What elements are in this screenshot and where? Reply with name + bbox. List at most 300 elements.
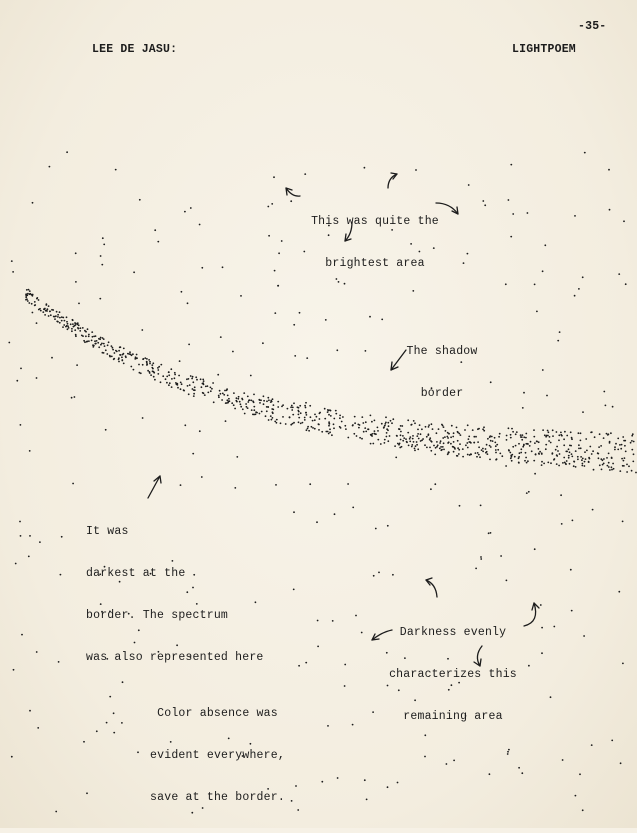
stipple-dot <box>388 425 390 427</box>
stipple-dot <box>538 448 540 450</box>
stipple-dot <box>162 375 164 377</box>
stipple-dot <box>533 429 535 431</box>
stipple-dot <box>339 415 341 417</box>
stipple-dot <box>527 212 529 214</box>
stipple-dot <box>253 406 255 408</box>
stipple-dot <box>87 341 89 343</box>
stipple-dot <box>165 378 167 380</box>
stipple-dot <box>490 532 492 534</box>
stipple-dot <box>400 431 402 433</box>
stipple-dot <box>534 284 536 286</box>
stipple-dot <box>26 298 28 300</box>
stipple-dot <box>87 328 89 330</box>
stipple-dot <box>570 569 572 571</box>
stipple-dot <box>273 404 275 406</box>
stipple-dot <box>600 445 602 447</box>
stipple-dot <box>366 799 368 801</box>
stipple-dot <box>309 483 311 485</box>
stipple-dot <box>442 446 444 448</box>
stipple-dot <box>189 384 191 386</box>
stipple-dot <box>420 433 422 435</box>
stipple-dot <box>570 431 572 433</box>
stipple-dot <box>552 429 554 431</box>
stipple-dot <box>133 271 135 273</box>
stipple-dot <box>482 200 484 202</box>
stipple-dot <box>75 281 77 283</box>
stipple-dot <box>333 423 335 425</box>
stipple-dot <box>271 203 273 205</box>
stipple-dot <box>553 626 555 628</box>
stipple-dot <box>619 470 621 472</box>
stipple-dot <box>331 434 333 436</box>
stipple-dot <box>237 398 239 400</box>
stipple-dot <box>559 453 561 455</box>
stipple-dot <box>34 304 36 306</box>
stipple-dot <box>272 409 274 411</box>
stipple-dot <box>394 445 396 447</box>
stipple-dot <box>307 426 309 428</box>
stipple-dot <box>499 433 501 435</box>
stipple-dot <box>519 452 521 454</box>
stipple-dot <box>60 574 62 576</box>
stipple-dot <box>365 431 367 433</box>
stipple-dot <box>540 604 542 606</box>
stipple-dot <box>180 484 182 486</box>
stipple-dot <box>168 384 170 386</box>
stipple-dot <box>139 372 141 374</box>
stipple-dot <box>25 293 27 295</box>
stipple-dot <box>271 419 273 421</box>
stipple-dot <box>395 457 397 459</box>
stipple-dot <box>515 433 517 435</box>
stipple-dot <box>239 401 241 403</box>
stipple-dot <box>192 453 194 455</box>
note-line: The shadow <box>406 345 478 358</box>
stipple-dot <box>147 370 149 372</box>
stipple-dot <box>498 436 500 438</box>
stipple-dot <box>621 444 623 446</box>
stipple-dot <box>212 382 214 384</box>
stipple-dot <box>188 344 190 346</box>
stipple-dot <box>217 374 219 376</box>
stipple-dot <box>631 440 633 442</box>
stipple-dot <box>448 441 450 443</box>
stipple-dot <box>626 464 628 466</box>
stipple-dot <box>525 452 527 454</box>
stipple-dot <box>413 441 415 443</box>
stipple-dot <box>409 438 411 440</box>
stipple-dot <box>611 740 613 742</box>
stipple-dot <box>468 184 470 186</box>
stipple-dot <box>387 786 389 788</box>
stipple-dot <box>482 451 484 453</box>
stipple-dot <box>29 290 31 292</box>
stipple-dot <box>305 662 307 664</box>
stipple-dot <box>328 433 330 435</box>
note-line: This was quite the <box>311 215 439 228</box>
stipple-dot <box>377 439 379 441</box>
stipple-dot <box>582 276 584 278</box>
stipple-dot <box>539 451 541 453</box>
stipple-dot <box>538 453 540 455</box>
stipple-dot <box>556 446 558 448</box>
stipple-dot <box>157 241 159 243</box>
stipple-dot <box>534 473 536 475</box>
stipple-dot <box>415 169 417 171</box>
stipple-dot <box>543 463 545 465</box>
stipple-dot <box>218 396 220 398</box>
stipple-dot <box>542 429 544 431</box>
stipple-dot <box>622 436 624 438</box>
stipple-dot <box>484 204 486 206</box>
stipple-dot <box>339 417 341 419</box>
stipple-dot <box>534 442 536 444</box>
stipple-dot <box>603 463 605 465</box>
stipple-dot <box>278 252 280 254</box>
stipple-dot <box>211 388 213 390</box>
stipple-dot <box>402 440 404 442</box>
stipple-dot <box>263 403 265 405</box>
stipple-dot <box>608 453 610 455</box>
stipple-dot <box>457 447 459 449</box>
note-line: darkest at the <box>86 567 186 580</box>
stipple-dot <box>593 469 595 471</box>
stipple-dot <box>39 541 41 543</box>
stipple-dot <box>85 335 87 337</box>
stipple-dot <box>78 328 80 330</box>
stipple-dot <box>202 392 204 394</box>
stipple-dot <box>547 430 549 432</box>
stipple-dot <box>317 646 319 648</box>
stipple-dot <box>101 264 103 266</box>
note-line: characterizes this <box>389 668 517 681</box>
stipple-dot <box>375 528 377 530</box>
stipple-dot <box>552 435 554 437</box>
stipple-dot <box>612 406 614 408</box>
stipple-dot <box>405 438 407 440</box>
stipple-dot <box>192 388 194 390</box>
stipple-dot <box>453 441 455 443</box>
stipple-dot <box>564 431 566 433</box>
stipple-dot <box>631 449 633 451</box>
stipple-dot <box>465 444 467 446</box>
stipple-dot <box>201 386 203 388</box>
stipple-dot <box>542 270 544 272</box>
stipple-dot <box>512 431 514 433</box>
stipple-dot <box>151 364 153 366</box>
stipple-dot <box>194 389 196 391</box>
stipple-dot <box>138 364 140 366</box>
stipple-dot <box>489 445 491 447</box>
stipple-dot <box>81 335 83 337</box>
stipple-dot <box>210 390 212 392</box>
stipple-dot <box>608 466 610 468</box>
stipple-dot <box>190 375 192 377</box>
stipple-dot <box>57 314 59 316</box>
stipple-dot <box>263 395 265 397</box>
stipple-dot <box>533 460 535 462</box>
stipple-dot <box>623 220 625 222</box>
stipple-dot <box>458 433 460 435</box>
stipple-dot <box>529 445 531 447</box>
stipple-dot <box>566 460 568 462</box>
stipple-dot <box>171 386 173 388</box>
stipple-dot <box>77 324 79 326</box>
stipple-dot <box>228 398 230 400</box>
stipple-dot <box>100 337 102 339</box>
stipple-dot <box>249 399 251 401</box>
stipple-dot <box>429 439 431 441</box>
stipple-dot <box>47 308 49 310</box>
stipple-dot <box>494 442 496 444</box>
stipple-dot <box>362 422 364 424</box>
stipple-dot <box>589 458 591 460</box>
stipple-dot <box>568 448 570 450</box>
stipple-dot <box>459 443 461 445</box>
stipple-dot <box>620 762 622 764</box>
stipple-dot <box>397 782 399 784</box>
stipple-dot <box>106 722 108 724</box>
stipple-dot <box>252 414 254 416</box>
stipple-dot <box>489 773 491 775</box>
stipple-dot <box>561 523 563 525</box>
stipple-dot <box>633 453 635 455</box>
stipple-dot <box>528 665 530 667</box>
stipple-dot <box>122 354 124 356</box>
stipple-dot <box>72 319 74 321</box>
stipple-dot <box>483 430 485 432</box>
stipple-dot <box>571 610 573 612</box>
stipple-dot <box>381 423 383 425</box>
stipple-dot <box>222 393 224 395</box>
stipple-dot <box>556 463 558 465</box>
stipple-dot <box>290 406 292 408</box>
stipple-dot <box>55 315 57 317</box>
stipple-dot <box>363 431 365 433</box>
stipple-dot <box>401 446 403 448</box>
stipple-dot <box>285 423 287 425</box>
stipple-dot <box>462 456 464 458</box>
stipple-dot <box>75 252 77 254</box>
stipple-dot <box>187 385 189 387</box>
stipple-dot <box>335 410 337 412</box>
stipple-dot <box>521 439 523 441</box>
stipple-dot <box>571 453 573 455</box>
stipple-dot <box>71 330 73 332</box>
stipple-dot <box>272 417 274 419</box>
stipple-dot <box>603 437 605 439</box>
stipple-dot <box>603 458 605 460</box>
stipple-dot <box>571 438 573 440</box>
stipple-dot <box>475 568 477 570</box>
stipple-dot <box>511 454 513 456</box>
stipple-dot <box>236 456 238 458</box>
stipple-dot <box>55 811 57 813</box>
stipple-dot <box>600 458 602 460</box>
stipple-dot <box>250 375 252 377</box>
stipple-dot <box>25 295 27 297</box>
stipple-dot <box>274 270 276 272</box>
stipple-dot <box>371 421 373 423</box>
stipple-dot <box>551 453 553 455</box>
stipple-dot <box>95 335 97 337</box>
stipple-dot <box>39 308 41 310</box>
stipple-dot <box>568 455 570 457</box>
stipple-dot <box>227 395 229 397</box>
stipple-dot <box>372 711 374 713</box>
stipple-dot <box>562 759 564 761</box>
stipple-dot <box>415 445 417 447</box>
stipple-dot <box>28 302 30 304</box>
stipple-dot <box>560 432 562 434</box>
stipple-dot <box>32 294 34 296</box>
stipple-dot <box>521 772 523 774</box>
stipple-dot <box>468 441 470 443</box>
stipple-dot <box>133 369 135 371</box>
stipple-dot <box>143 358 145 360</box>
stipple-dot <box>511 460 513 462</box>
stipple-dot <box>180 382 182 384</box>
stipple-dot <box>609 209 611 211</box>
stipple-dot <box>345 428 347 430</box>
stipple-dot <box>422 438 424 440</box>
stipple-dot <box>542 369 544 371</box>
stipple-dot <box>563 444 565 446</box>
stipple-dot <box>407 432 409 434</box>
stipple-dot <box>578 444 580 446</box>
stipple-dot <box>184 424 186 426</box>
stipple-dot <box>74 329 76 331</box>
stipple-dot <box>316 521 318 523</box>
stipple-dot <box>251 400 253 402</box>
stipple-dot <box>336 349 338 351</box>
stipple-dot <box>263 400 265 402</box>
stipple-dot <box>157 367 159 369</box>
stipple-dot <box>510 236 512 238</box>
stipple-dot <box>298 417 300 419</box>
stipple-dot <box>134 358 136 360</box>
stipple-dot <box>150 374 152 376</box>
stipple-dot <box>277 401 279 403</box>
stipple-dot <box>251 409 253 411</box>
stipple-dot <box>555 449 557 451</box>
stipple-dot <box>468 436 470 438</box>
stipple-dot <box>506 580 508 582</box>
stipple-dot <box>365 350 367 352</box>
page-number: -35- <box>578 20 607 33</box>
stipple-dot <box>84 330 86 332</box>
stipple-dot <box>381 319 383 321</box>
stipple-dot <box>168 371 170 373</box>
note-line: evident everywhere, <box>150 749 285 762</box>
stipple-dot <box>290 424 292 426</box>
stipple-dot <box>342 416 344 418</box>
stipple-dot <box>496 444 498 446</box>
stipple-dot <box>578 448 580 450</box>
stipple-dot <box>358 427 360 429</box>
stipple-dot <box>557 450 559 452</box>
stipple-dot <box>494 437 496 439</box>
stipple-dot <box>526 492 528 494</box>
stipple-dot <box>281 240 283 242</box>
stipple-dot <box>205 386 207 388</box>
stipple-dot <box>8 342 10 344</box>
stipple-dot <box>61 320 63 322</box>
stipple-dot <box>102 237 104 239</box>
stipple-dot <box>546 395 548 397</box>
stipple-dot <box>319 418 321 420</box>
stipple-dot <box>436 441 438 443</box>
stipple-dot <box>369 316 371 318</box>
stipple-dot <box>74 396 76 398</box>
stipple-dot <box>571 456 573 458</box>
stipple-dot <box>240 295 242 297</box>
stipple-dot <box>160 381 162 383</box>
stipple-dot <box>201 476 203 478</box>
stipple-dot <box>417 433 419 435</box>
stipple-dot <box>578 288 580 290</box>
stipple-dot <box>534 548 536 550</box>
stipple-dot <box>121 722 123 724</box>
stipple-dot <box>274 421 276 423</box>
stipple-dot <box>613 468 615 470</box>
stipple-dot <box>582 411 584 413</box>
stipple-dot <box>267 206 269 208</box>
stipple-dot <box>96 730 98 732</box>
stipple-dot <box>21 634 23 636</box>
stipple-dot <box>266 410 268 412</box>
stipple-dot <box>505 465 507 467</box>
stipple-dot <box>569 451 571 453</box>
stipple-dot <box>448 452 450 454</box>
stipple-dot <box>442 437 444 439</box>
stipple-dot <box>506 435 508 437</box>
stipple-dot <box>549 436 551 438</box>
stipple-dot <box>501 455 503 457</box>
stipple-dot <box>547 462 549 464</box>
stipple-dot <box>32 312 34 314</box>
stipple-dot <box>243 392 245 394</box>
stipple-dot <box>372 443 374 445</box>
stipple-dot <box>606 433 608 435</box>
stipple-dot <box>27 300 29 302</box>
stipple-dot <box>594 436 596 438</box>
stipple-dot <box>82 327 84 329</box>
stipple-dot <box>385 422 387 424</box>
stipple-dot <box>113 358 115 360</box>
stipple-dot <box>210 387 212 389</box>
stipple-dot <box>108 341 110 343</box>
stipple-dot <box>319 413 321 415</box>
note-line: remaining area <box>403 710 503 723</box>
stipple-dot <box>625 451 627 453</box>
stipple-dot <box>387 440 389 442</box>
stipple-dot <box>127 353 129 355</box>
stipple-dot <box>535 453 537 455</box>
stipple-dot <box>291 409 293 411</box>
stipple-dot <box>553 459 555 461</box>
stipple-dot <box>478 454 480 456</box>
stipple-dot <box>557 340 559 342</box>
stipple-dot <box>146 361 148 363</box>
stipple-dot <box>352 724 354 726</box>
stipple-dot <box>293 324 295 326</box>
stipple-dot <box>238 396 240 398</box>
stipple-dot <box>306 357 308 359</box>
stipple-dot <box>118 359 120 361</box>
stipple-dot <box>92 346 94 348</box>
stipple-dot <box>247 396 249 398</box>
